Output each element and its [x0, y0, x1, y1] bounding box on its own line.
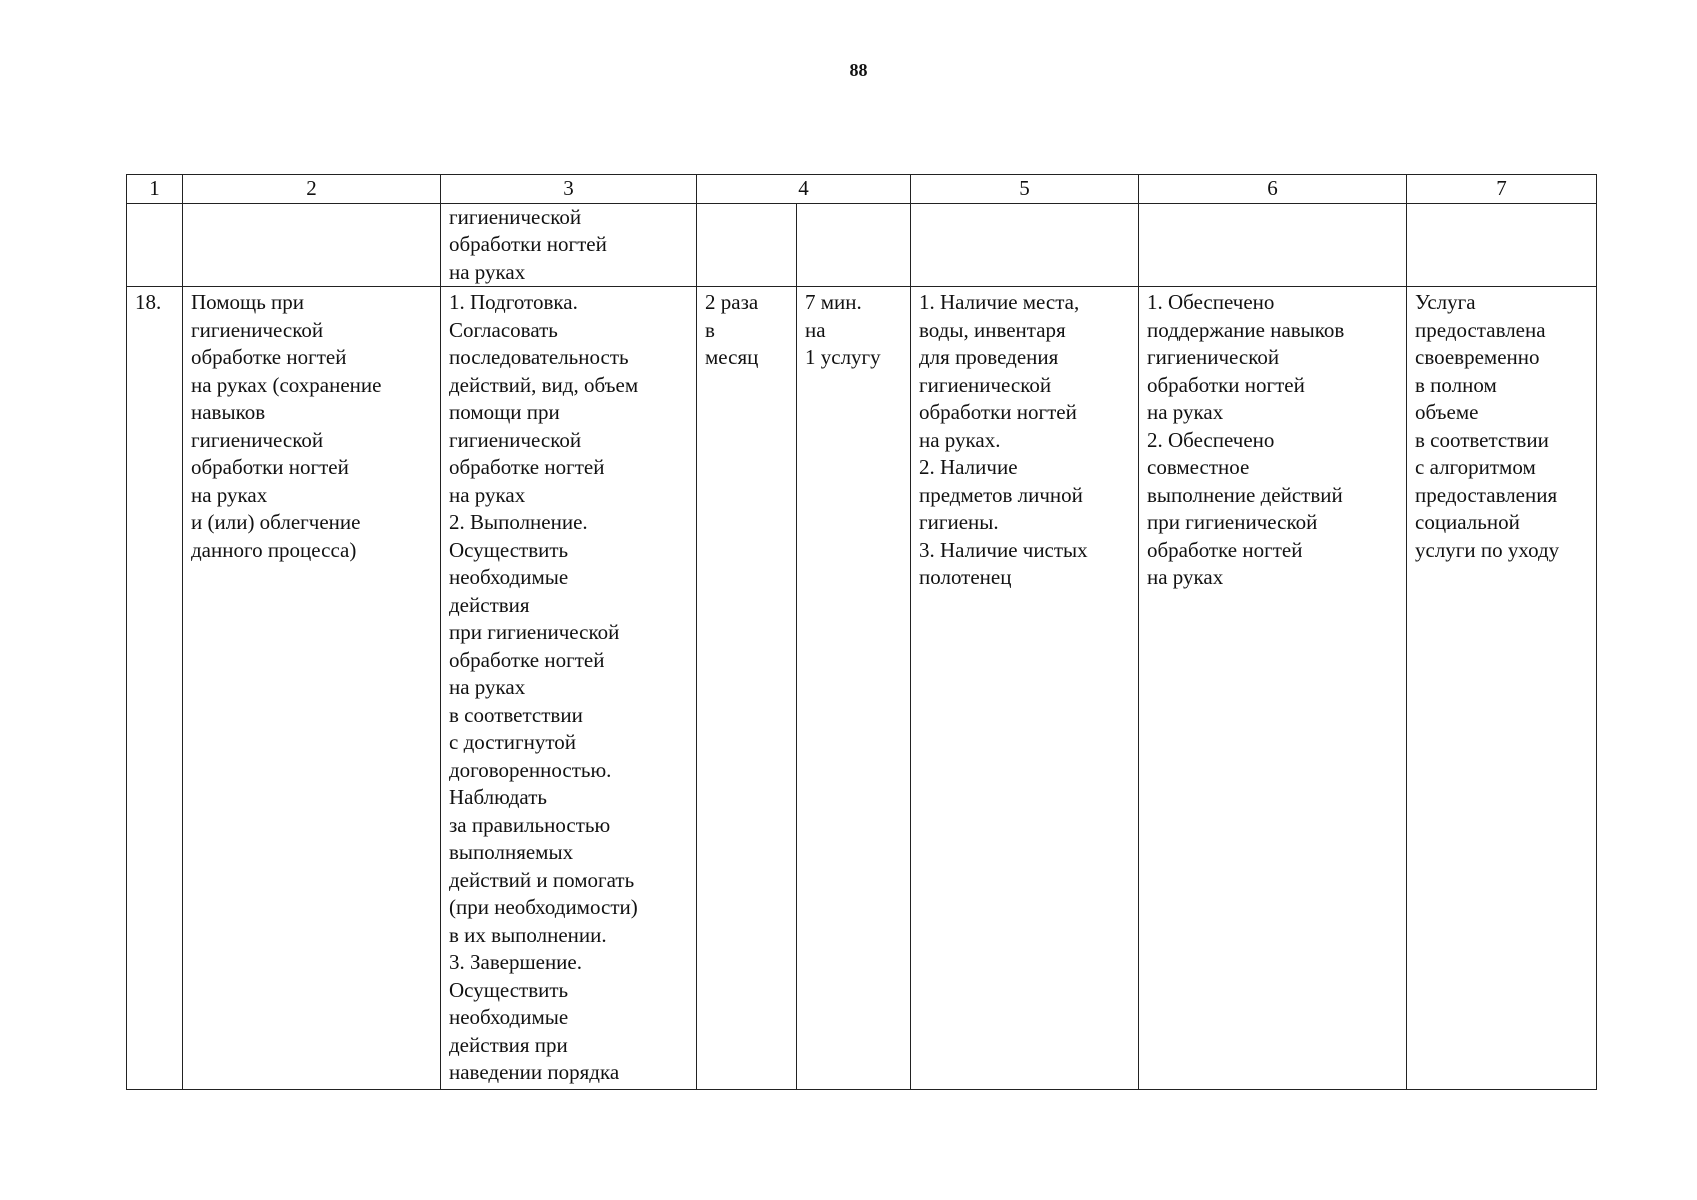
cell-quality: Услуга предоставлена своевременно в полном объеме в соответствии с алгоритмом предоставления социальной услуги по уходу: [1407, 287, 1597, 1090]
table-header-row: [127, 175, 1597, 204]
cell-empty: [797, 203, 911, 287]
cell-results: 1. Обеспечено поддержание навыков гигиенической обработки ногтей на руках 2. Обеспечено совместное выполнение действий при гигиенической обработке ногтей на руках: [1139, 287, 1407, 1090]
page-number: 88: [849, 60, 868, 80]
cell-service-name: Помощь при гигиенической обработке ногтей на руках (сохранение навыков гигиенической обработки ногтей на руках и (или) облегчение данного процесса): [183, 287, 441, 1090]
header-col-4: 4: [697, 175, 911, 204]
header-col-2: 2: [183, 175, 441, 204]
cell-duration: 7 мин. на 1 услугу: [797, 287, 911, 1090]
cell-conditions: 1. Наличие места, воды, инвентаря для проведения гигиенической обработки ногтей на руках. 2. Наличие предметов личной гигиены. 3. Наличие чистых полотенец: [911, 287, 1139, 1090]
header-col-5: 5: [911, 175, 1139, 204]
table-row-18: [127, 287, 1597, 1090]
cell-procedure: 1. Подготовка. Согласовать последовательность действий, вид, объем помощи при гигиенической обработке ногтей на руках 2. Выполнение. Осуществить необходимые действия при гигиенической обработке ногтей на руках в соответствии с достигнутой договоренностью. Наблюдать за правильностью выполняемых действий и помогать (при необходимости) в их выполнении. 3. Завершение. Осуществить необходимые действия при наведении порядка: [441, 287, 697, 1090]
cell-row-number: 18.: [127, 287, 183, 1090]
cell-empty: [911, 203, 1139, 287]
cell-empty: [1407, 203, 1597, 287]
header-col-7: 7: [1407, 175, 1597, 204]
table-row-continuation: [127, 203, 1597, 287]
cell-empty: [1139, 203, 1407, 287]
header-col-3: 3: [441, 175, 697, 204]
service-standard-table: [126, 174, 1597, 1090]
cell-empty: [183, 203, 441, 287]
cell-empty: [697, 203, 797, 287]
header-col-1: 1: [127, 175, 183, 204]
cell-empty: [127, 203, 183, 287]
header-col-6: 6: [1139, 175, 1407, 204]
cell-frequency: 2 раза в месяц: [697, 287, 797, 1090]
cell-procedure-continued: гигиенической обработки ногтей на руках: [441, 203, 697, 287]
